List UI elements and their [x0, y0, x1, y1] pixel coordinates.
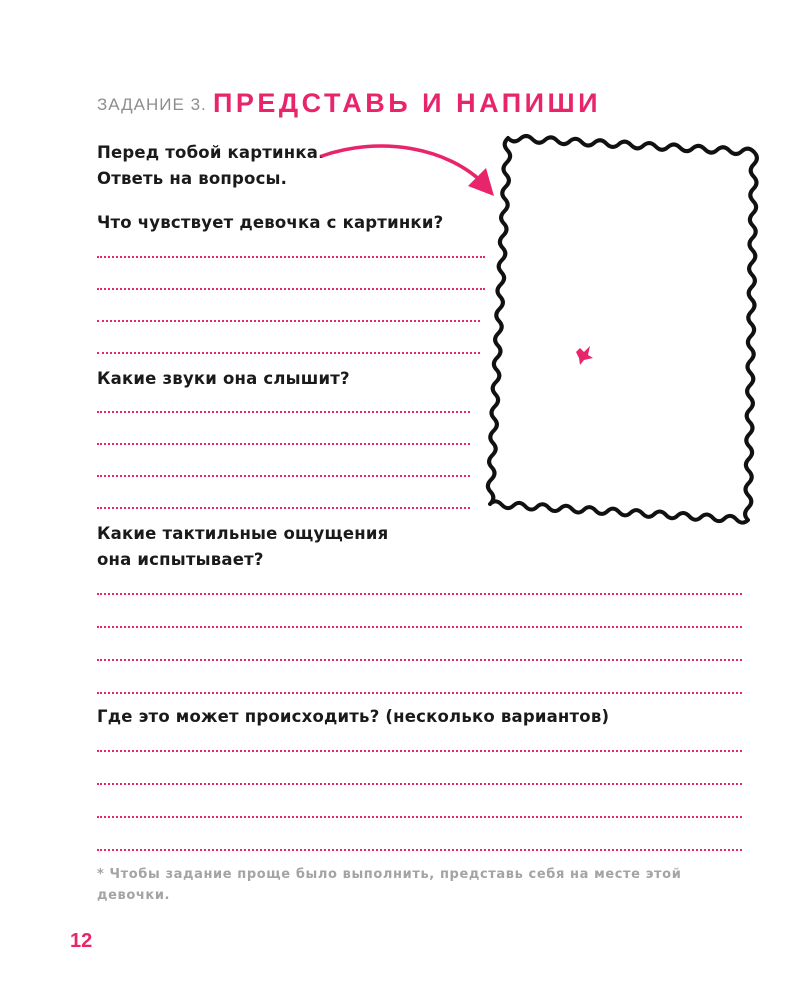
question-2: Какие звуки она слышит?	[97, 369, 350, 388]
answer-line[interactable]	[97, 816, 742, 818]
answer-line[interactable]	[97, 507, 470, 509]
answer-line[interactable]	[97, 320, 480, 322]
answer-line[interactable]	[97, 593, 742, 595]
task-title: ПРЕДСТАВЬ И НАПИШИ	[213, 88, 602, 118]
answer-line[interactable]	[97, 288, 485, 290]
answer-line[interactable]	[97, 659, 742, 661]
answer-line[interactable]	[97, 352, 480, 354]
footnote: * Чтобы задание проще было выполнить, представь себя на месте этой девочки.	[97, 867, 682, 903]
question-4: Где это может происходить? (несколько вариантов)	[97, 707, 610, 726]
answer-line[interactable]	[97, 783, 742, 785]
answer-line[interactable]	[97, 256, 485, 258]
picture-frame	[484, 128, 776, 540]
answer-line[interactable]	[97, 849, 742, 851]
task-label: ЗАДАНИЕ 3.	[97, 95, 207, 114]
answer-line[interactable]	[97, 475, 470, 477]
question-3-line-2: она испытывает?	[97, 550, 264, 569]
answer-line[interactable]	[97, 443, 470, 445]
curved-arrow-icon	[318, 140, 508, 205]
question-1: Что чувствует девочка с картинки?	[97, 213, 444, 232]
wavy-frame-border	[488, 136, 757, 523]
answer-line[interactable]	[97, 411, 470, 413]
answer-line[interactable]	[97, 750, 742, 752]
answer-line[interactable]	[97, 692, 742, 694]
page-number: 12	[70, 930, 93, 952]
intro-line-1: Перед тобой картинка.	[97, 143, 325, 162]
question-3-line-1: Какие тактильные ощущения	[97, 524, 389, 543]
intro-line-2: Ответь на вопросы.	[97, 169, 288, 188]
answer-line[interactable]	[97, 626, 742, 628]
